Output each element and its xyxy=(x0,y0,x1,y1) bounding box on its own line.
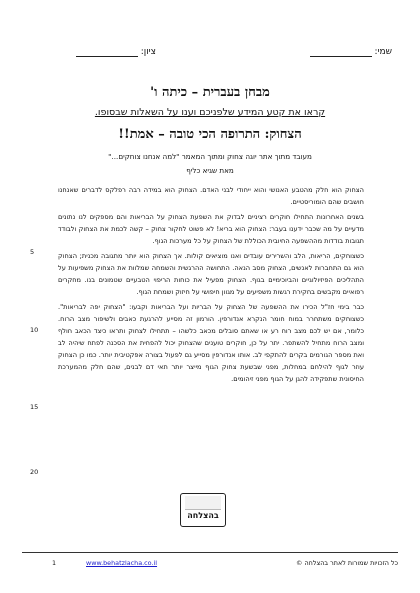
article-paragraph: כבר בימי חז"ל הכירו את ההשפעה של הצחוק על הבריות ועל הבריאות וקבעו: "הצחוק יפה לבריאות". כשצוחקים משתחרר במוח חומר הנקרא אנדורפין. הורמון זה מסייע להרגעת כאבים ולשיפור מצב הרוח. כלומר, אם יש לכם מצב רוח רע או שאתם סובלים מכאב כלשהו – תתחילו לצחוק ותראו כיצד הכאב חולף ומצב הרוח מתחיל להשתפר. יתר על כן, חוקרים טוענים שהצחוק יכול להפחית את הסכנה לפתח שיהיה לב ואת מספר הגורמים בקרים להתקפי לב. אותו אנדורפין מסייע גם לפעול בצורה אפקטיבית יותר. כמו כן הצחוק עוזר לגוף להילחם במחלות, מפני שבשעת צחוק הגוף מייצר יותר תאי דם לבנים, שהם חלק מהמערכת החיסונית שתפקידה להגן על הגוף מפני זיהומים. xyxy=(58,303,364,383)
footer-link[interactable]: www.behatzlacha.co.il xyxy=(86,559,158,567)
line-number: 20 xyxy=(30,468,39,476)
name-input-line[interactable] xyxy=(310,46,372,57)
grade-label: ציון: xyxy=(140,47,156,57)
line-number: 10 xyxy=(30,326,39,334)
name-field[interactable] xyxy=(310,46,392,57)
article-paragraph: כשצוחקים, הריאות, הלב והשרירים עובדים ואנו מוציאים קולות. אך הצחוק הוא יותר מתגובה מכנית; הצחוק הוא גם התחברות לאנשים, הצחוק מסב הנאה. התחושה ההרגשית והשמחה שמלוות את הצחוק משפיעות על התהליכים הפיזיולוגיים והביוכימיים בגוף. הצחוק מפעיל את כוחות הריפוי הטבעיים שטמונים בנו. מחקרים רפואיים מקבשים בחקירת רגשות משפיעים על מגוון חיפושי על חיזוק ושמחת הגוף. xyxy=(58,252,364,296)
grade-input-line[interactable] xyxy=(76,46,138,57)
behatzlacha-logo xyxy=(180,493,226,527)
exam-title: מבחן בעברית – כיתה ו' xyxy=(150,85,270,100)
logo-text: בהצלחה xyxy=(187,511,219,520)
copyright-text: כל הזכויות שמורות לאתר בהצלחה © xyxy=(296,559,398,567)
article-title: הצחוק: התרופה הכי טובה – אמת!! xyxy=(118,127,302,142)
page-number: 1 xyxy=(52,559,57,567)
logo-graphic xyxy=(185,496,221,510)
line-number: 15 xyxy=(30,403,39,411)
footer-divider xyxy=(22,552,398,553)
name-label: שמי: xyxy=(374,47,392,57)
article-author: מאת שגיא כליף xyxy=(186,166,234,175)
article-paragraph: בשנים האחרונות התחילו חוקרים רציניים לבדוק את השפעת הצחוק על הבריאות והם מספקים לנו נתונים מדעיים על מה שכבר ידענו בעבר: הצחוק הוא בריא! לא פשוט לחקור צחוק – קשה לכמת את הצחוק ולבודד תגובות בודדות מההשפעה החיובית הכוללת של הצחוק על כל מערכות הגוף. xyxy=(58,213,364,245)
grade-field[interactable] xyxy=(76,46,156,57)
article-subtitle: מעובד מתוך אתר יוגה צחוק ומתוך המאמר "למה אנחנו צוחקים..." xyxy=(108,152,312,161)
instruction-text: קראו את קטע המידע שלפניכם וענו על השאלות שבסופו. xyxy=(94,107,326,118)
line-number: 5 xyxy=(30,248,35,256)
article-paragraph: הצחוק הוא חלק מהטבע האנושי והוא ייחודי לבני האדם. הצחוק הוא במידה רבה רפלקס לדברים שאנחנו חושבים שהם הומוריסטיים. xyxy=(58,186,364,206)
article-body xyxy=(58,184,364,466)
